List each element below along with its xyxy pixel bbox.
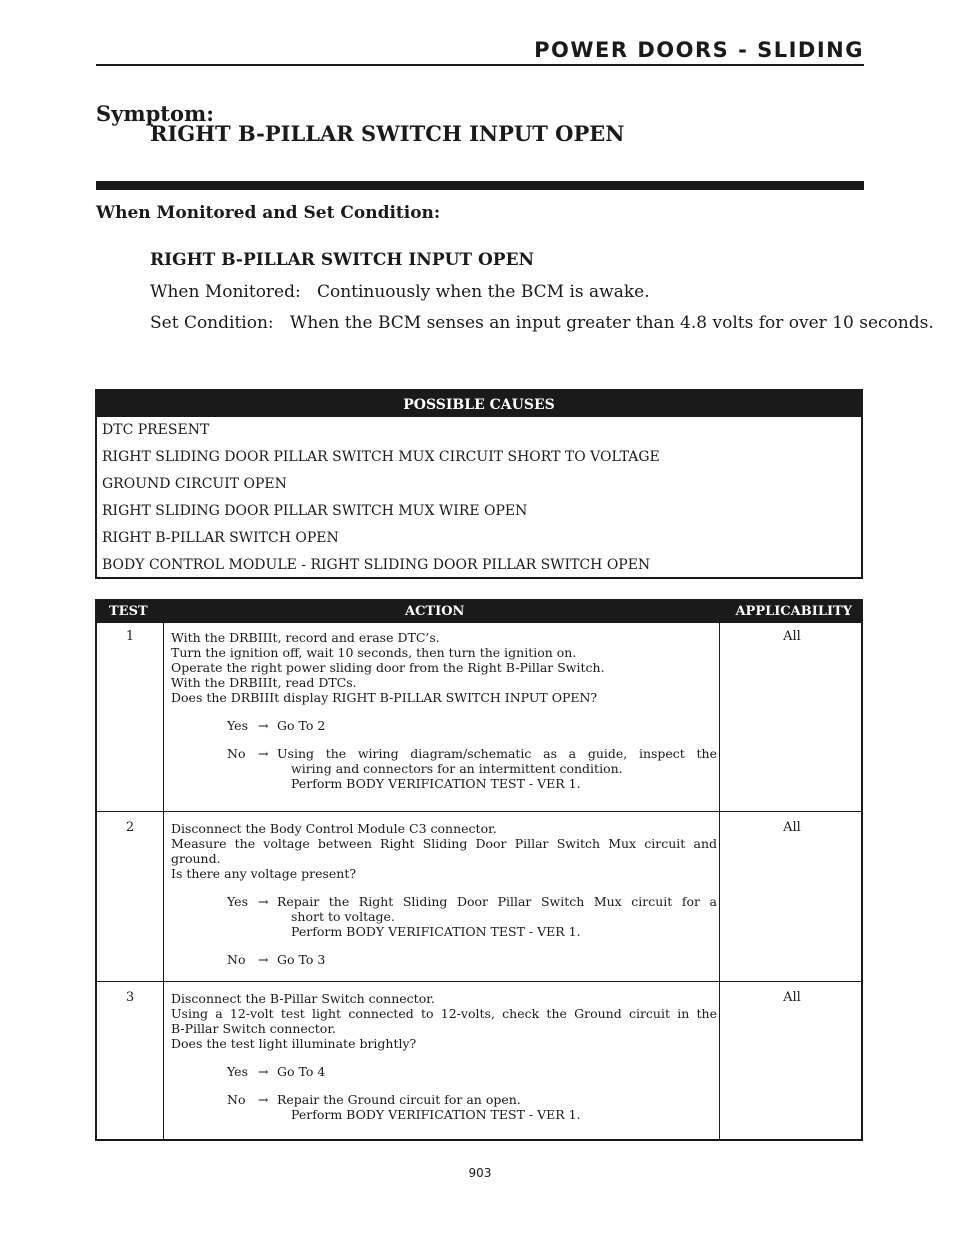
cause-item: BODY CONTROL MODULE - RIGHT SLIDING DOOR PILLAR SWITCH OPEN [102,557,651,573]
when-monitored-text: Continuously when the BCM is awake. [316,282,650,302]
action-line: Using a 12-volt test light connected to 12-volts, check the Ground circuit in the [171,1006,717,1021]
symptom-title: RIGHT B-PILLAR SWITCH INPUT OPEN [150,121,625,146]
set-condition-label: Set Condition: [150,313,274,333]
response-text: Go To 3 [277,952,326,967]
test-table-header [97,601,861,623]
page-number: 903 [468,1166,492,1180]
arrow-icon: → [258,1064,269,1079]
action-line: Does the DRBIIIt display RIGHT B-PILLAR SWITCH INPUT OPEN? [171,690,598,705]
set-condition-line [150,313,934,333]
test-table [95,599,863,1141]
response-text: wiring and connectors for an intermittent condition. [291,761,623,776]
response-text: short to voltage. [291,909,395,924]
action-line: ground. [171,851,221,866]
possible-causes-box [95,389,863,579]
test-action [171,991,717,1122]
cause-item: GROUND CIRCUIT OPEN [102,476,287,492]
action-line: With the DRBIIIt, read DTCs. [171,675,357,690]
no-response [171,746,717,791]
yes-response [171,894,717,939]
when-monitored-line [150,282,650,302]
action-line: With the DRBIIIt, record and erase DTC’s. [171,630,440,645]
action-line: Measure the voltage between Right Sliding Door Pillar Switch Mux circuit and [171,836,717,851]
section-divider [96,181,864,190]
no-label: No [227,746,246,761]
yes-label: Yes [227,894,248,909]
row-divider [97,981,861,982]
test-applicability: All [783,629,801,644]
test-applicability: All [783,820,801,835]
cause-item: RIGHT B-PILLAR SWITCH OPEN [102,530,339,546]
response-text: Perform BODY VERIFICATION TEST - VER 1. [291,1107,581,1122]
response-text: Perform BODY VERIFICATION TEST - VER 1. [291,776,581,791]
column-divider [719,623,720,1139]
no-response [171,952,717,967]
response-text: Perform BODY VERIFICATION TEST - VER 1. [291,924,581,939]
action-line: Disconnect the Body Control Module C3 connector. [171,821,497,836]
yes-response [171,718,717,733]
yes-label: Yes [227,718,248,733]
response-text: Go To 4 [277,1064,326,1079]
section-title: POWER DOORS - SLIDING [534,38,864,62]
action-line: Operate the right power sliding door from the Right B-Pillar Switch. [171,660,605,675]
action-column-header: ACTION [405,604,465,619]
cause-item: RIGHT SLIDING DOOR PILLAR SWITCH MUX CIRCUIT SHORT TO VOLTAGE [102,449,660,465]
action-line: B-Pillar Switch connector. [171,1021,336,1036]
test-number: 1 [125,629,135,644]
arrow-icon: → [258,952,269,967]
action-line: Disconnect the B-Pillar Switch connector. [171,991,435,1006]
test-applicability: All [783,990,801,1005]
set-condition-text: When the BCM senses an input greater than 4.8 volts for over 10 seconds. [289,313,934,333]
response-text: Repair the Ground circuit for an open. [277,1092,521,1107]
test-action [171,630,717,791]
possible-causes-heading: POSSIBLE CAUSES [97,391,861,417]
arrow-icon: → [258,894,269,909]
column-divider [163,623,164,1139]
when-monitored-label: When Monitored: [150,282,301,302]
no-label: No [227,1092,246,1107]
action-line: Turn the ignition off, wait 10 seconds, then turn the ignition on. [171,645,577,660]
header-rule [96,64,864,66]
arrow-icon: → [258,718,269,733]
response-text: Using the wiring diagram/schematic as a guide, inspect the [277,746,717,761]
action-line: Is there any voltage present? [171,866,357,881]
arrow-icon: → [258,1092,269,1107]
response-text: Repair the Right Sliding Door Pillar Switch Mux circuit for a [277,894,717,909]
cause-item: DTC PRESENT [102,422,210,438]
when-monitored-heading: When Monitored and Set Condition: [96,203,441,223]
row-divider [97,811,861,812]
yes-label: Yes [227,1064,248,1079]
test-number: 2 [125,820,135,835]
applicability-column-header: APPLICABILITY [735,604,852,619]
no-label: No [227,952,246,967]
cause-item: RIGHT SLIDING DOOR PILLAR SWITCH MUX WIRE OPEN [102,503,528,519]
symptom-label: Symptom: [96,101,214,126]
test-number: 3 [125,990,135,1005]
test-action [171,821,717,967]
response-text: Go To 2 [277,718,326,733]
condition-name: RIGHT B-PILLAR SWITCH INPUT OPEN [150,250,535,270]
arrow-icon: → [258,746,269,761]
yes-response [171,1064,717,1079]
action-line: Does the test light illuminate brightly? [171,1036,417,1051]
test-column-header: TEST [109,604,148,619]
no-response [171,1092,717,1122]
